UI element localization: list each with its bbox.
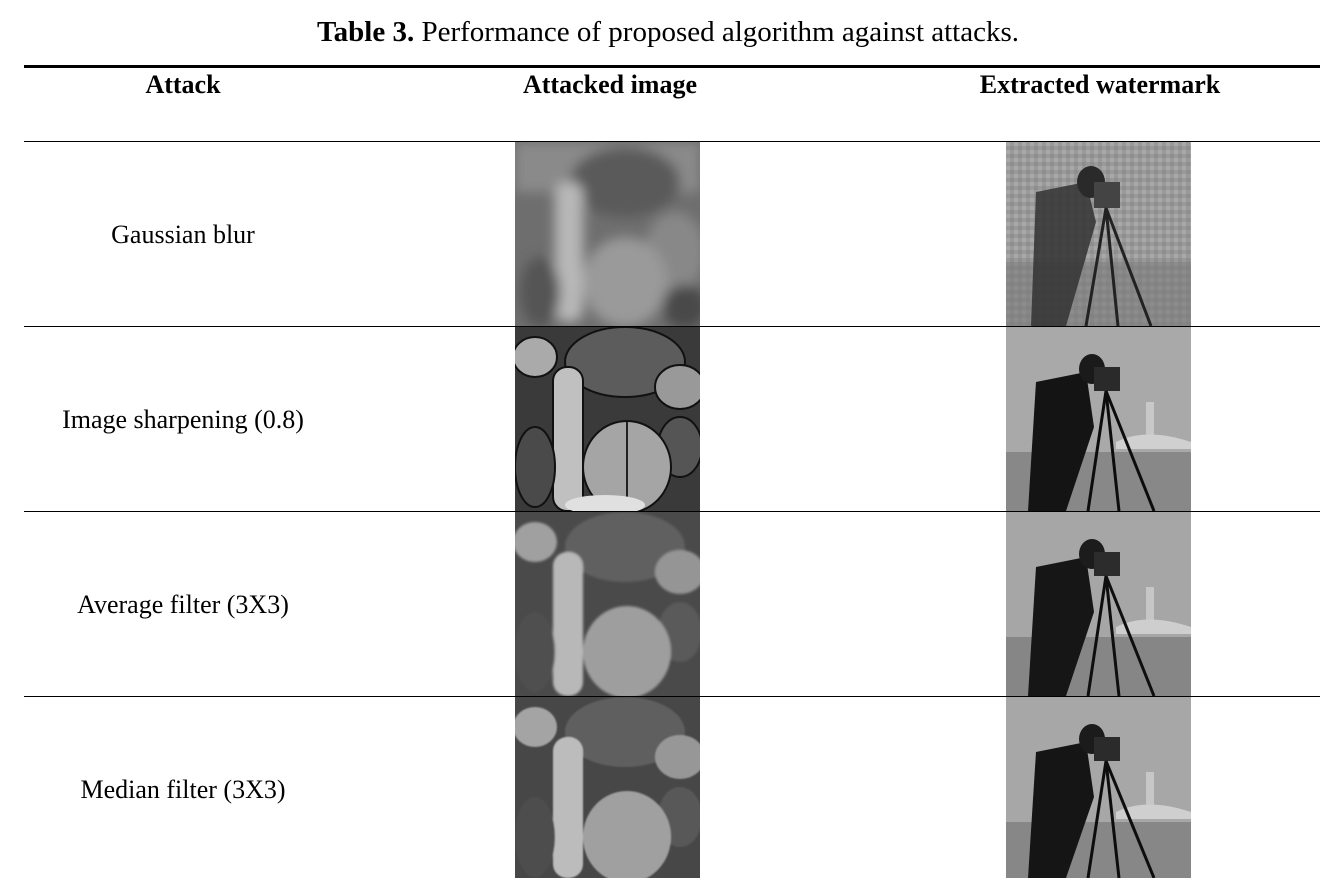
caption-label: Table 3. [316, 16, 415, 48]
attacked-image-gaussian-blur [515, 142, 700, 326]
header-attacked-image: Attacked image [522, 70, 697, 99]
extracted-watermark-image-sharpening [1006, 327, 1191, 511]
attacked-image-average-filter [515, 512, 700, 696]
attack-label-average-filter: Average filter (3X3) [77, 590, 289, 619]
attack-label-image-sharpening: Image sharpening (0.8) [62, 405, 304, 434]
extracted-watermark-median-filter [1006, 697, 1191, 878]
attack-label-median-filter: Median filter (3X3) [80, 775, 286, 804]
attacked-image-image-sharpening [515, 327, 700, 511]
extracted-watermark-gaussian-blur [1006, 142, 1191, 326]
extracted-watermark-average-filter [1006, 512, 1191, 696]
table-caption [0, 14, 1336, 50]
attacked-image-median-filter [515, 697, 700, 878]
header-extracted-watermark: Extracted watermark [979, 70, 1221, 99]
attack-label-gaussian-blur: Gaussian blur [111, 220, 255, 249]
header-attack: Attack [145, 70, 221, 99]
caption-text: Performance of proposed algorithm against attacks. [414, 16, 1020, 48]
